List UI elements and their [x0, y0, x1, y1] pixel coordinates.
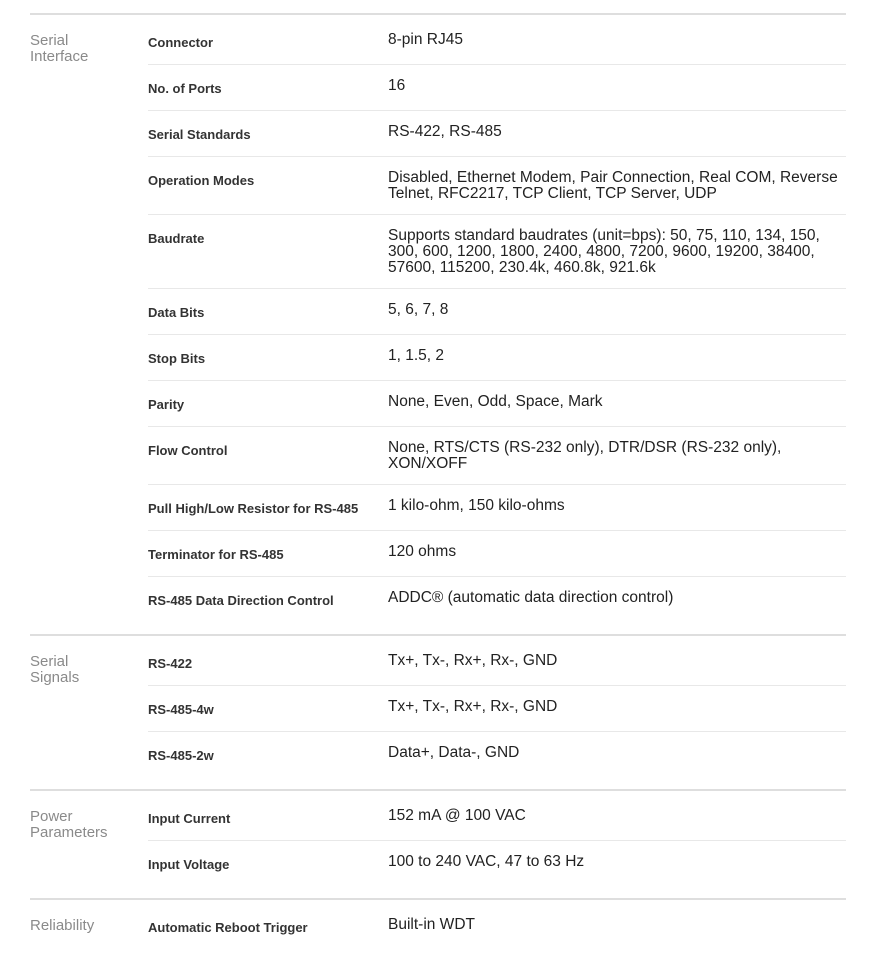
spec-value: ADDC® (automatic data direction control): [388, 589, 674, 606]
section-rows: [148, 904, 846, 949]
spec-value: None, RTS/CTS (RS-232 only), DTR/DSR (RS-232 only), XON/XOFF: [388, 439, 782, 472]
spec-label: Terminator for RS-485: [148, 547, 284, 562]
spec-row-parity: [148, 381, 846, 427]
section-title: Serial Interface: [30, 32, 89, 65]
spec-row-baudrate: [148, 215, 846, 289]
spec-label: Data Bits: [148, 305, 205, 320]
spec-label: Baudrate: [148, 231, 205, 246]
section-title: Reliability: [30, 917, 95, 934]
spec-label: Input Current: [148, 811, 231, 826]
spec-value: 100 to 240 VAC, 47 to 63 Hz: [388, 853, 585, 870]
spec-label: RS-422: [148, 656, 193, 671]
spec-label: RS-485-2w: [148, 748, 214, 763]
spec-label: No. of Ports: [148, 81, 222, 96]
spec-row-connector: [148, 19, 846, 65]
spec-value: 120 ohms: [388, 543, 457, 560]
spec-value: Disabled, Ethernet Modem, Pair Connection, Real COM, Reverse Telnet, RFC2217, TCP Client, TCP Server, UDP: [388, 169, 838, 202]
spec-label: Input Voltage: [148, 857, 230, 872]
spec-row-input-current: [148, 795, 846, 841]
spec-label: RS-485 Data Direction Control: [148, 593, 334, 608]
spec-row-operation-modes: [148, 157, 846, 215]
spec-label: Connector: [148, 35, 213, 50]
spec-value: 1, 1.5, 2: [388, 347, 445, 364]
spec-row-reboot-trigger: [148, 904, 846, 949]
spec-row-input-voltage: [148, 841, 846, 886]
spec-value: Supports standard baudrates (unit=bps): 50, 75, 110, 134, 150, 300, 600, 1200, 1800, 2400, 4800, 7200, 9600, 19200, 38400, 57600, 115200, 230.4k, 460.8k, 921.6k: [388, 227, 820, 276]
spec-value: 5, 6, 7, 8: [388, 301, 449, 318]
spec-row-data-bits: [148, 289, 846, 335]
spec-label: Parity: [148, 397, 185, 412]
spec-label: Stop Bits: [148, 351, 206, 366]
spec-label: Serial Standards: [148, 127, 251, 142]
section-rows: [148, 795, 846, 886]
spec-value: RS-422, RS-485: [388, 123, 502, 140]
spec-label: Automatic Reboot Trigger: [148, 920, 308, 935]
spec-value: 152 mA @ 100 VAC: [388, 807, 526, 824]
spec-row-pull-resistor: [148, 485, 846, 531]
spec-row-rs485-2w: [148, 732, 846, 777]
spec-table: [30, 13, 846, 961]
spec-row-direction-control: [148, 577, 846, 622]
spec-row-ports: [148, 65, 846, 111]
spec-value: Tx+, Tx-, Rx+, Rx-, GND: [388, 698, 558, 715]
section-reliability: [30, 898, 846, 949]
spec-label: Pull High/Low Resistor for RS-485: [148, 501, 359, 516]
spec-row-stop-bits: [148, 335, 846, 381]
spec-row-terminator: [148, 531, 846, 577]
section-serial-signals: [30, 634, 846, 777]
section-rows: [148, 19, 846, 622]
spec-value: 1 kilo-ohm, 150 kilo-ohms: [388, 497, 565, 514]
section-title: Serial Signals: [30, 653, 80, 686]
spec-label: RS-485-4w: [148, 702, 214, 717]
spec-label: Flow Control: [148, 443, 228, 458]
spec-value: Data+, Data-, GND: [388, 744, 520, 761]
spec-row-rs485-4w: [148, 686, 846, 732]
section-serial-interface: [30, 13, 846, 622]
section-title: Power Parameters: [30, 808, 108, 841]
spec-value: 16: [388, 77, 406, 94]
spec-value: Built-in WDT: [388, 916, 475, 933]
spec-value: 8-pin RJ45: [388, 31, 463, 48]
section-rows: [148, 640, 846, 777]
spec-label: Operation Modes: [148, 173, 255, 188]
spec-value: None, Even, Odd, Space, Mark: [388, 393, 603, 410]
spec-row-serial-standards: [148, 111, 846, 157]
section-power-parameters: [30, 789, 846, 886]
spec-row-flow-control: [148, 427, 846, 485]
spec-row-rs422: [148, 640, 846, 686]
spec-value: Tx+, Tx-, Rx+, Rx-, GND: [388, 652, 558, 669]
